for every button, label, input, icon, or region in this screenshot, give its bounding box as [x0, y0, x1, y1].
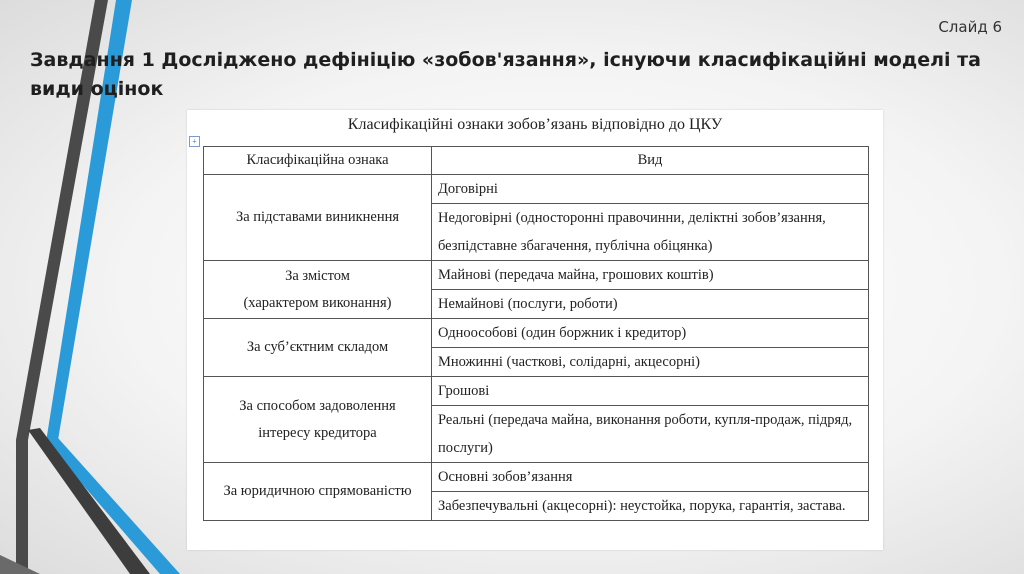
- feature-text: За підставами виникнення: [235, 209, 400, 225]
- document-image: [187, 110, 883, 550]
- header-feature: Класифікаційна ознака: [204, 147, 432, 175]
- feature-text: За суб’єктним складом: [246, 339, 389, 355]
- kind-cell: Одноособові (один боржник і кредитор): [432, 319, 869, 348]
- slide-title: Завдання 1 Досліджено дефініцію «зобов'язання», існуючи класифікаційні моделі та види оцінок: [30, 49, 981, 100]
- classification-table: [203, 146, 869, 521]
- table-caption: Класифікаційні ознаки зобов’язань відповідно до ЦКУ: [347, 116, 723, 133]
- kind-cell: Реальні (передача майна, виконання роботи, купля-продаж, підряд, послуги): [432, 406, 869, 463]
- move-anchor-icon: +: [189, 136, 200, 147]
- feature-text: інтересу кредитора: [258, 424, 377, 441]
- feature-text: За юридичною спрямованістю: [223, 483, 412, 499]
- feature-cell: [204, 175, 432, 261]
- table-row: [204, 175, 869, 204]
- table-row: [204, 319, 869, 348]
- kind-cell: Множинні (часткові, солідарні, акцесорні): [432, 348, 869, 377]
- kind-cell: Основні зобов’язання: [432, 463, 869, 492]
- table-row: [204, 463, 869, 492]
- kind-cell: Договірні: [432, 175, 869, 204]
- feature-cell: [204, 377, 432, 463]
- feature-cell: [204, 261, 432, 319]
- kind-cell: Немайнові (послуги, роботи): [432, 290, 869, 319]
- table-row: [204, 377, 869, 406]
- feature-text: За змістом: [285, 267, 350, 284]
- feature-text: За способом задоволення: [239, 397, 396, 414]
- kind-cell: Забезпечувальні (акцесорні): неустойка, порука, гарантія, застава.: [432, 492, 869, 521]
- kind-cell: Майнові (передача майна, грошових коштів): [432, 261, 869, 290]
- feature-cell: [204, 319, 432, 377]
- header-kind: Вид: [432, 147, 869, 175]
- feature-cell: [204, 463, 432, 521]
- kind-cell: Недоговірні (односторонні правочинни, деліктні зобов’язання, безпідставне збагачення, публічна обіцянка): [432, 204, 869, 261]
- feature-text: (характером виконання): [243, 294, 392, 311]
- table-row: [204, 261, 869, 290]
- table-header-row: [204, 147, 869, 175]
- slide-number: Слайд 6: [938, 18, 1002, 36]
- kind-cell: Грошові: [432, 377, 869, 406]
